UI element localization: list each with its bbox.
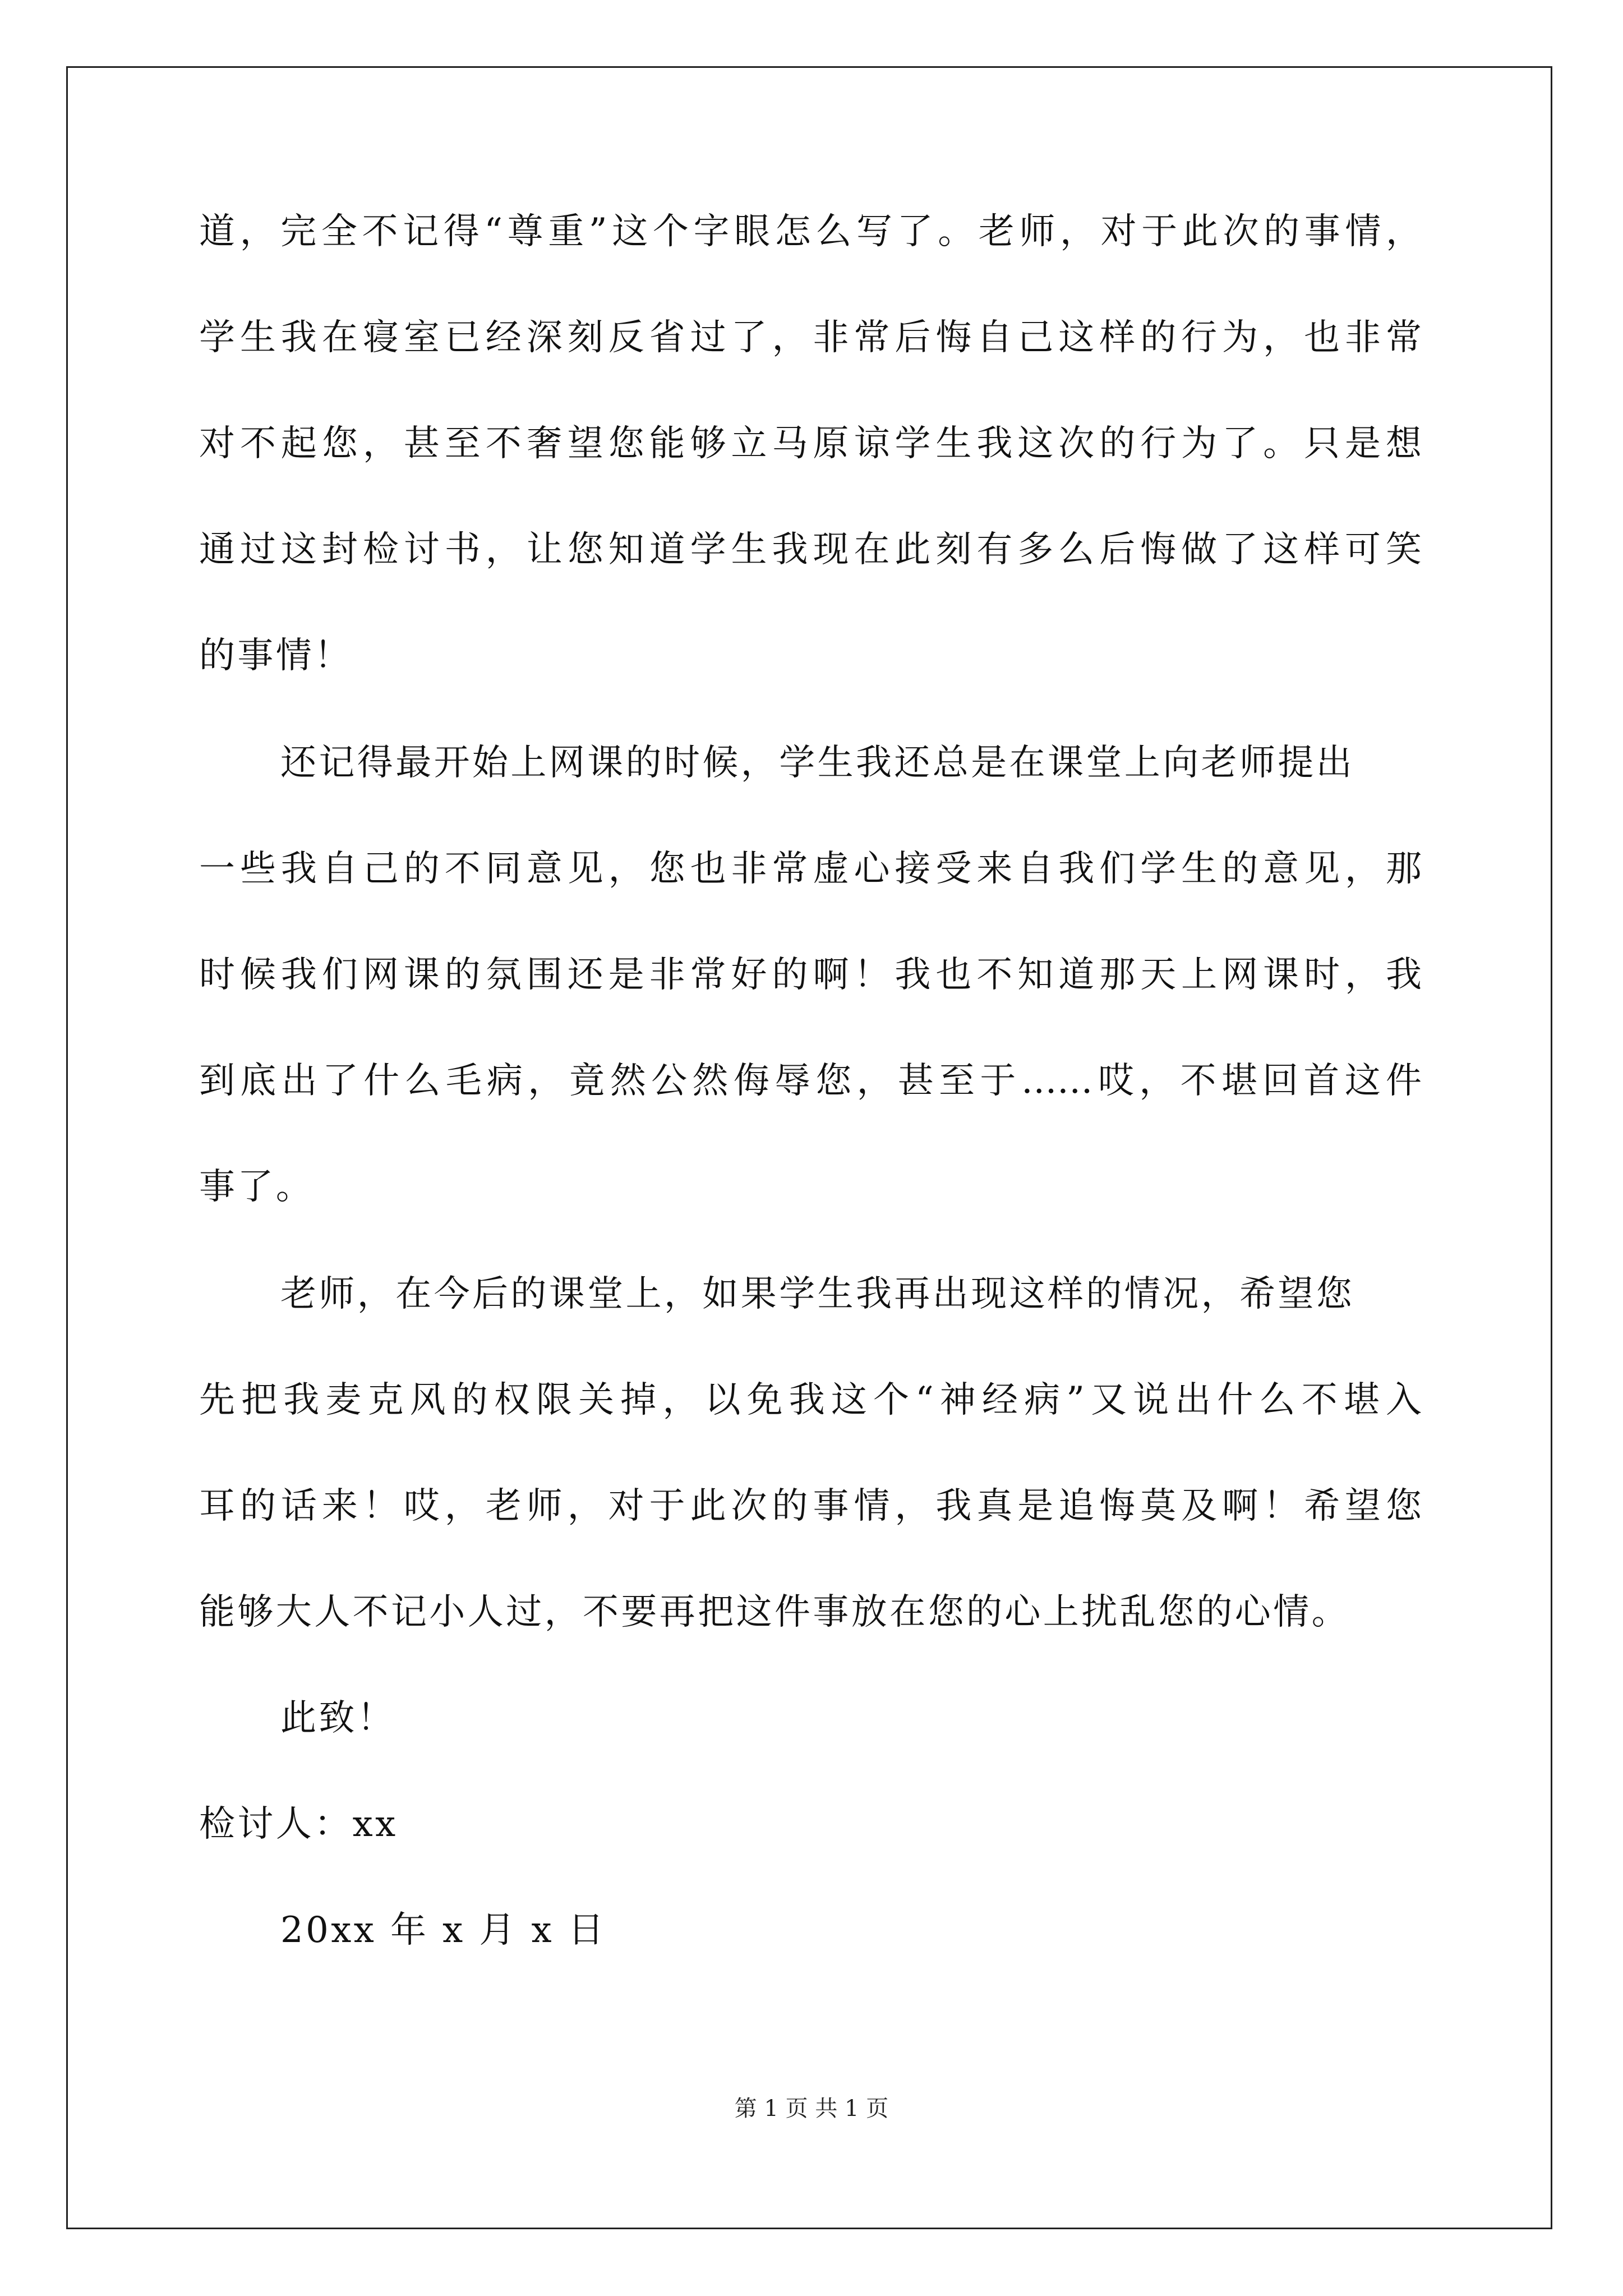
body-line: 先把我麦克风的权限关掉，以免我这个“神经病”又说出什么不堪入	[199, 1379, 1422, 1421]
date-line: 20xx 年 x 月 x 日	[280, 1910, 607, 1951]
closing-salutation: 此致！	[280, 1697, 396, 1739]
body-line: 通过这封检讨书，让您知道学生我现在此刻有多么后悔做了这样可笑	[199, 529, 1422, 570]
body-line: 的事情！	[199, 635, 353, 677]
body-line: 一些我自己的不同意见，您也非常虚心接受来自我们学生的意见，那	[199, 848, 1422, 890]
body-line: 时候我们网课的氛围还是非常好的啊！我也不知道那天上网课时，我	[199, 954, 1422, 996]
page-border	[66, 66, 1552, 2229]
body-line: 道，完全不记得“尊重”这个字眼怎么写了。老师，对于此次的事情，	[199, 211, 1422, 252]
signer-line: 检讨人：xx	[199, 1803, 398, 1845]
body-line: 到底出了什么毛病，竟然公然侮辱您，甚至于……哎，不堪回首这件	[199, 1060, 1422, 1102]
body-line: 老师，在今后的课堂上，如果学生我再出现这样的情况，希望您	[280, 1273, 1355, 1315]
page-footer: 第 1 页 共 1 页	[734, 2096, 889, 2122]
body-line: 学生我在寝室已经深刻反省过了，非常后悔自己这样的行为，也非常	[199, 317, 1422, 358]
body-line: 还记得最开始上网课的时候，学生我还总是在课堂上向老师提出	[280, 742, 1355, 784]
body-line: 能够大人不记小人过，不要再把这件事放在您的心上扰乱您的心情。	[199, 1591, 1350, 1633]
body-line: 事了。	[199, 1166, 315, 1208]
body-line: 耳的话来！哎，老师，对于此次的事情，我真是追悔莫及啊！希望您	[199, 1485, 1422, 1527]
body-line: 对不起您，甚至不奢望您能够立马原谅学生我这次的行为了。只是想	[199, 423, 1422, 464]
